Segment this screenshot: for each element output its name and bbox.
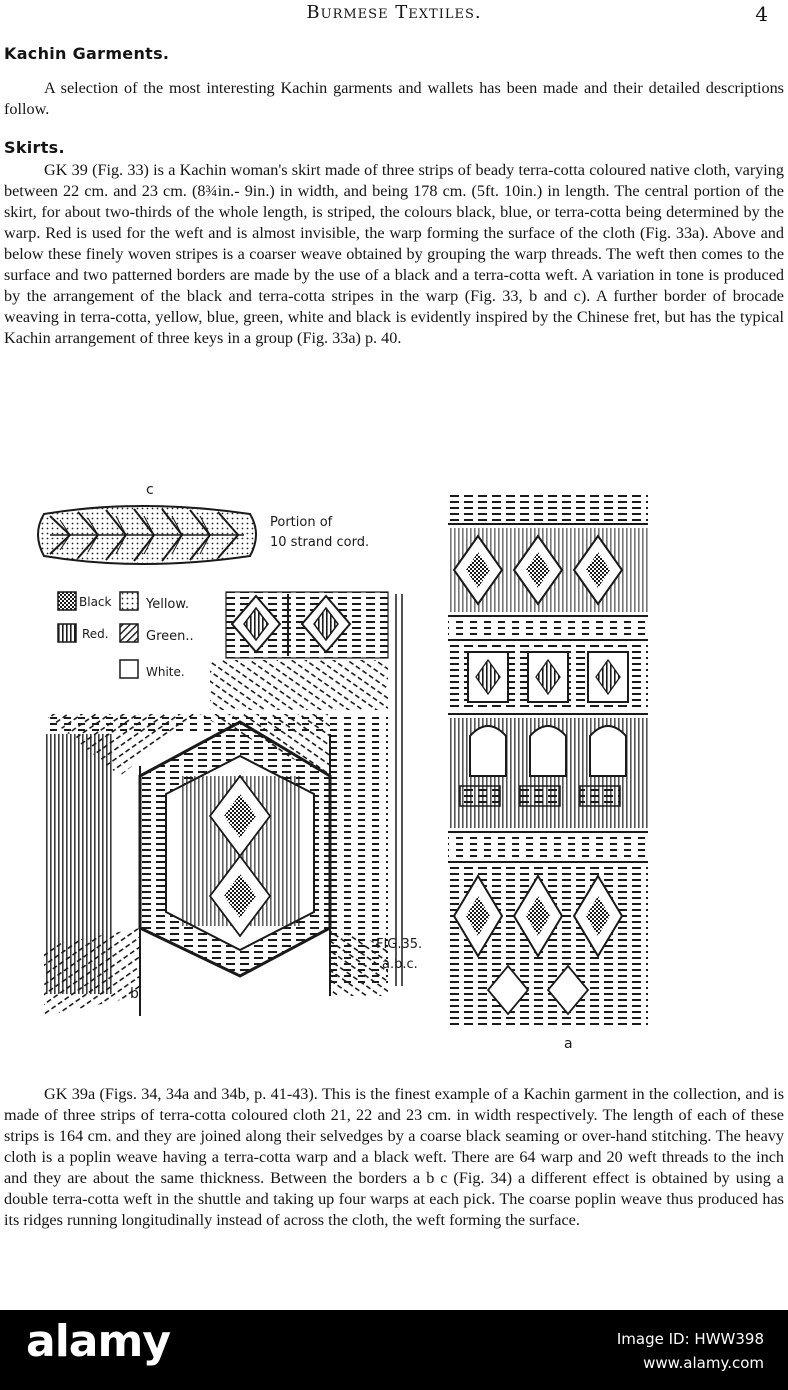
legend-white-label: White.: [146, 665, 185, 679]
legend-yellow-swatch: [120, 592, 138, 610]
weave-detail-a: [448, 492, 648, 1032]
section-heading: Kachin Garments.: [4, 44, 170, 63]
legend-red-swatch: [58, 624, 76, 642]
figure-label-c: c: [146, 482, 154, 498]
colour-legend: [58, 592, 194, 679]
intro-paragraph: A selection of the most interesting Kachin garments and wallets has been made and their detailed descriptions follow.: [4, 79, 784, 118]
braided-cord-drawing: [38, 506, 256, 564]
subsection-heading: Skirts.: [4, 138, 65, 157]
poplin-paragraph: GK 39a (Figs. 34, 34a and 34b, p. 41-43). This is the finest example of a Kachin garment in the collection, and is made of three strips of terra-cotta coloured cloth 21, 22 and 23 cm. in width respectively. The length of each of these strips is 164 cm. and they are joined along their selvedges by a coarse black seaming or over-hand stitching. The heavy cloth is a poplin weave having a terra-cotta warp and a black weft. There are 64 warp and 20 weft threads to the inch and they are about the same thickness. Between the borders a b c (Fig. 34) a different effect is obtained by using a double terra-cotta weft in the shuttle and taking up four warps at each pick. The coarse poplin weave thus produced has its ridges running longitudinally instead of across the cloth, the weft forming the surface.: [4, 1085, 784, 1229]
legend-green-label: Green..: [146, 629, 194, 644]
image-id: Image ID: HWW398: [616, 1330, 764, 1348]
legend-yellow-label: Yellow.: [146, 597, 189, 612]
legend-white-swatch: [120, 660, 138, 678]
figure-number: FIG.35.: [376, 937, 423, 952]
stock-watermark-bar: [0, 1310, 788, 1390]
legend-black-label: Black: [79, 595, 112, 609]
site-url: www.alamy.com: [643, 1354, 764, 1372]
figure-label-a: a: [564, 1036, 573, 1052]
legend-green-swatch: [120, 624, 138, 642]
figure-parts: a.b.c.: [382, 957, 418, 972]
weave-detail-b: [44, 592, 402, 1016]
running-title: Burmese Textiles.: [306, 2, 482, 23]
cord-caption-line2: 10 strand cord.: [270, 535, 370, 550]
skirt-paragraph: GK 39 (Fig. 33) is a Kachin woman's skirt made of three strips of beady terra-cotta coloured native cloth, varying between 22 cm. and 23 cm. (8¾in.- 9in.) in width, and being 178 cm. (5ft. 10in.) in length. The central portion of the skirt, for about two-thirds of the whole length, is striped, the colours black, blue, or terra-cotta being determined by the warp. Red is used for the weft and is almost invisible, the warp forming the surface of the cloth (Fig. 33a). Above and below these finely woven stripes is a coarser weave obtained by grouping the warp threads. The weft then comes to the surface and two patterned borders are made by the use of a black and a terra-cotta weft. A variation in tone is produced by the arrangement of the black and terra-cotta stripes in the warp (Fig. 33, b and c). A further border of brocade weaving in terra-cotta, yellow, blue, green, white and black is evidently inspired by the Chinese fret, but has the typical Kachin arrangement of three keys in a group (Fig. 33a) p. 40.: [4, 161, 784, 347]
legend-red-label: Red.: [82, 627, 109, 641]
page-number: 4: [755, 2, 768, 26]
alamy-logo: alamy: [26, 1316, 170, 1367]
legend-black-swatch: [58, 592, 76, 610]
figure-label-b: b: [130, 986, 139, 1002]
textile-figure: [30, 476, 780, 1056]
running-head: [0, 0, 788, 26]
cord-caption-line1: Portion of: [270, 515, 333, 530]
